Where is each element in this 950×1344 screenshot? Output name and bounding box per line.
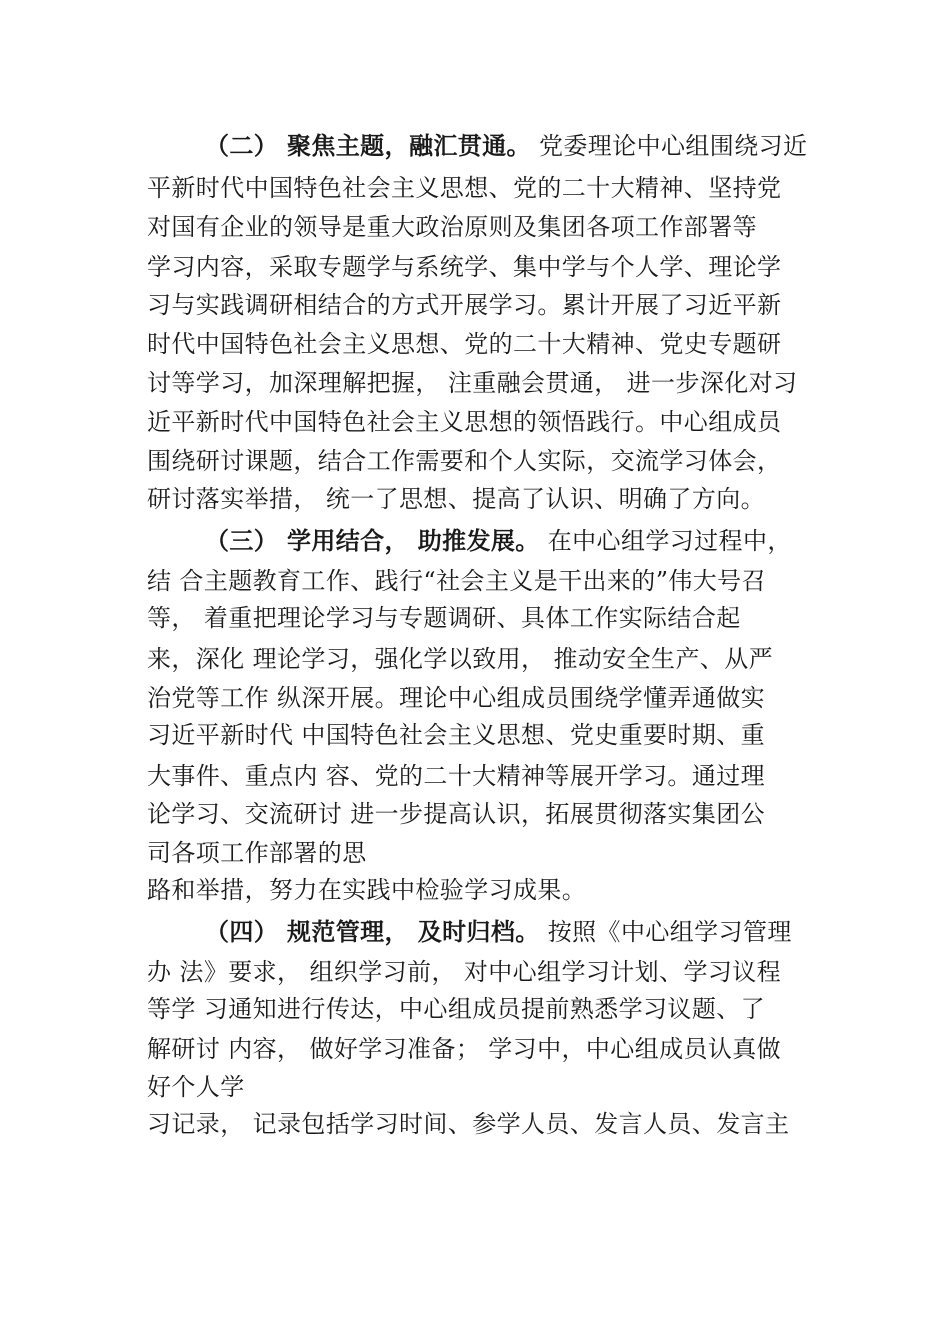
- paragraph-3-line-3: 等， 着重把理论学习与专题调研、具体工作实际结合起: [147, 604, 741, 632]
- paragraph-2-line-1: [205, 131, 807, 161]
- paragraph-3-line-8: 论学习、交流研讨 进一步提高认识，拓展贯彻落实集团公: [147, 800, 766, 828]
- paragraph-2-line-7: 讨等学习，加深理解把握， 注重融会贯通， 进一步深化对习: [147, 369, 798, 397]
- paragraph-3-line-6: 习近平新时代 中国特色社会主义思想、党史重要时期、重: [147, 721, 766, 749]
- paragraph-2-line-5: 习与实践调研相结合的方式开展学习。累计开展了习近平新: [147, 291, 782, 319]
- paragraph-3-line-1: [205, 526, 792, 556]
- paragraph-4-line-3: 等学 习通知进行传达，中心组成员提前熟悉学习议题、了: [147, 995, 766, 1023]
- paragraph-4-line-2: 办 法》要求， 组织学习前， 对中心组学习计划、学习议程: [147, 958, 782, 986]
- paragraph-3-line-7: 大事件、重点内 容、党的二十大精神等展开学习。通过理: [147, 762, 766, 790]
- section-heading-3: （三） 学用结合， 助推发展。: [205, 526, 540, 555]
- paragraph-3-text: 在中心组学习过程中，: [539, 527, 792, 555]
- paragraph-3-line-10: 路和举措，努力在实践中检验学习成果。: [147, 876, 587, 904]
- paragraph-2-line-8: 近平新时代中国特色社会主义思想的领悟践行。中心组成员: [147, 408, 782, 436]
- paragraph-2-line-3: 对国有企业的领导是重大政治原则及集团各项工作部署等: [147, 213, 757, 241]
- paragraph-3-line-9: 司各项工作部署的思: [147, 839, 367, 867]
- paragraph-3-line-4: 来，深化 理论学习，强化学以致用， 推动安全生产、从严: [147, 645, 774, 673]
- paragraph-2-line-6: 时代中国特色社会主义思想、党的二十大精神、党史专题研: [147, 330, 782, 358]
- paragraph-2-line-2: 平新时代中国特色社会主义思想、党的二十大精神、坚持党: [147, 174, 782, 202]
- paragraph-4-line-4: 解研讨 内容， 做好学习准备； 学习中，中心组成员认真做: [147, 1035, 782, 1063]
- paragraph-3-line-2: 结 合主题教育工作、践行“社会主义是干出来的”伟大号召: [147, 567, 766, 595]
- paragraph-4-line-6: 习记录， 记录包括学习时间、参学人员、发言人员、发言主: [147, 1110, 790, 1138]
- paragraph-3-line-5: 治党等工作 纵深开展。理论中心组成员围绕学懂弄通做实: [147, 684, 766, 712]
- section-heading-4: （四） 规范管理， 及时归档。: [205, 917, 540, 946]
- section-heading-2: （二） 聚焦主题，融汇贯通。: [205, 131, 531, 160]
- paragraph-4-line-5: 好个人学: [147, 1073, 245, 1101]
- paragraph-4-text: 按照《中心组学习管理: [539, 918, 792, 946]
- paragraph-2-text: 党委理论中心组围绕习近: [530, 132, 808, 160]
- paragraph-2-line-4: 学习内容，采取专题学与系统学、集中学与个人学、理论学: [147, 253, 782, 281]
- paragraph-4-line-1: [205, 917, 792, 947]
- paragraph-2-line-10: 研讨落实举措， 统一了思想、提高了认识、明确了方向。: [147, 485, 766, 513]
- paragraph-2-line-9: 围绕研讨课题，结合工作需要和个人实际，交流学习体会，: [147, 447, 782, 475]
